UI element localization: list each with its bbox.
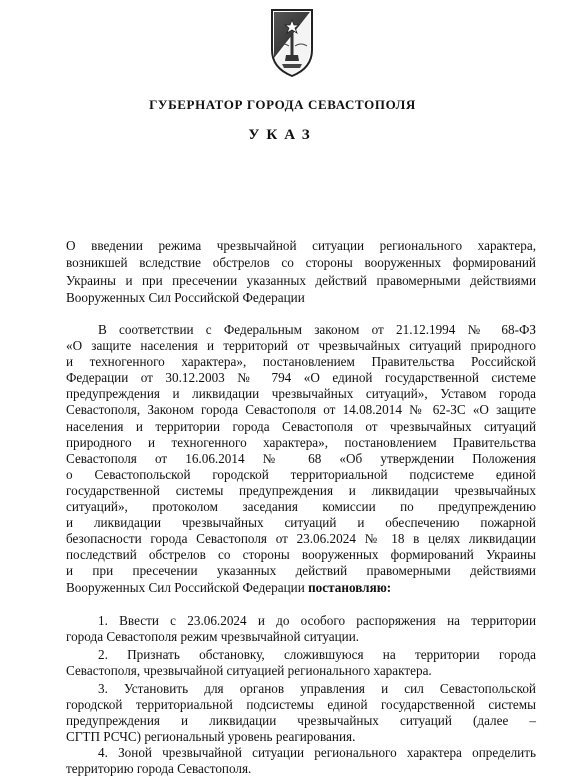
preamble-line: о Севастопольской городской территориальной подсистеме единой <box>66 466 536 482</box>
preamble-line: населения и территории города Севастополя от чрезвычайных ситуаций <box>66 418 536 434</box>
point-line: СГТП РСЧС) региональный уровень реагирования. <box>66 729 356 745</box>
point-line: городской территориальной подсистемы единой государственной системы <box>66 697 536 713</box>
preamble-line: «О защите населения и территорий от чрезвычайных ситуаций природного <box>66 338 536 354</box>
point-line: 3. Установить для органов управления и сил Севастопольской <box>98 681 536 696</box>
preamble-line: В соответствии с Федеральным законом от 21.12.1994 № 68-ФЗ <box>98 322 536 337</box>
preamble-paragraph <box>66 322 536 596</box>
subject-line: возникшей вследствие обстрелов со стороны вооруженных формирований <box>66 255 536 271</box>
preamble-line: Федерации от 30.12.2003 № 794 «О единой государственной системе <box>66 370 536 386</box>
preamble-line: предупреждения и ликвидации чрезвычайных ситуаций», Уставом города <box>66 386 536 402</box>
preamble-line: Севастополя, Законом города Севастополя от 14.08.2014 № 62-ЗС «О защите <box>66 402 536 418</box>
preamble-line: и техногенного характера», постановлением Правительства Российской <box>66 354 536 370</box>
preamble-line: Вооруженных Сил Российской Федерации <box>66 579 305 595</box>
point-line: 4. Зоной чрезвычайной ситуации регионального характера определить <box>98 745 536 760</box>
point-1 <box>66 613 536 645</box>
point-3 <box>66 681 536 745</box>
preamble-line: государственной системы предупреждения и ликвидации чрезвычайных <box>66 482 536 498</box>
preamble-line: природного и техногенного характера», постановлением Правительства <box>66 434 536 450</box>
point-2 <box>66 647 536 679</box>
preamble-line: безопасности города Севастополя от 23.06.2024 № 18 в целях ликвидации <box>66 531 536 547</box>
document-header: ГУБЕРНАТОР ГОРОДА СЕВАСТОПОЛЯ <box>149 97 416 112</box>
point-line: Севастополя, чрезвычайной ситуацией регионального характера. <box>66 663 432 679</box>
point-line: 1. Ввести с 23.06.2024 и до особого распоряжения на территории <box>98 613 536 628</box>
point-line: 2. Признать обстановку, сложившуюся на территории города <box>98 647 536 662</box>
subject-line: Украины и при пресечении указанных действий правомерными действиями <box>66 272 536 288</box>
preamble-line: ситуаций», протоколом заседания комиссии по предупреждению <box>66 499 536 515</box>
subject-line: Вооруженных Сил Российской Федерации <box>66 289 305 305</box>
preamble-line: и ликвидации чрезвычайных ситуаций и обеспечению пожарной <box>66 515 536 531</box>
resolves-keyword: постановляю: <box>308 579 392 595</box>
sevastopol-coat-of-arms-icon <box>269 6 315 78</box>
subject-line: О введении режима чрезвычайной ситуации регионального характера, <box>66 238 536 253</box>
point-line: предупреждения и ликвидации чрезвычайных ситуаций (далее – <box>66 713 536 729</box>
document-type-title: УКАЗ <box>248 127 317 143</box>
point-4 <box>66 745 536 777</box>
preamble-line: Севастополя от 16.06.2014 № 68 «Об утверждении Положения <box>66 450 536 466</box>
document-subject <box>66 237 536 306</box>
point-line: города Севастополя режим чрезвычайной ситуации. <box>66 629 360 645</box>
preamble-last-line <box>66 580 536 596</box>
point-line: территорию города Севастополя. <box>66 761 252 777</box>
preamble-line: и при пресечении указанных действий правомерными действиями <box>66 563 536 579</box>
preamble-line: последствий обстрелов со стороны вооруженных формирований Украины <box>66 547 536 563</box>
